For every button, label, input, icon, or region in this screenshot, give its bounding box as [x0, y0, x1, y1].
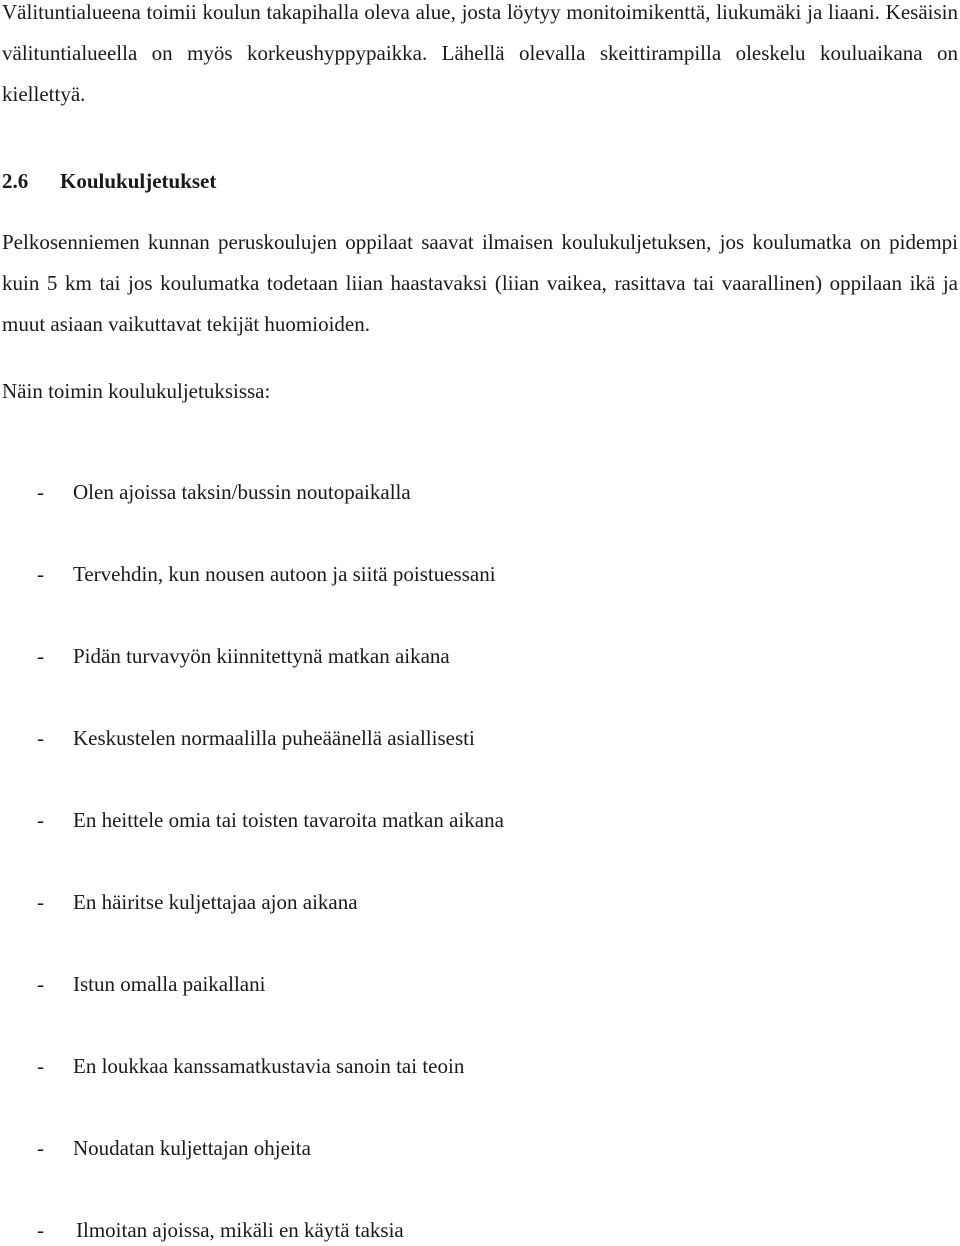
list-dash: -: [37, 480, 44, 504]
list-item: [37, 1215, 404, 1245]
list-item-text: En heittele omia tai toisten tavaroita matkan aikana: [73, 808, 504, 832]
section-title: Koulukuljetukset: [60, 169, 217, 193]
list-item-text: Istun omalla paikallani: [73, 972, 266, 996]
section-heading: [2, 163, 216, 199]
list-item-text: En häiritse kuljettajaa ajon aikana: [73, 890, 358, 914]
list-dash: -: [37, 1054, 44, 1078]
list-item: [37, 969, 265, 999]
list-item-text: Tervehdin, kun nousen autoon ja siitä poistuessani: [73, 562, 496, 586]
section-paragraph: Pelkosenniemen kunnan peruskoulujen oppilaat saavat ilmaisen koulukuljetuksen, jos koulumatka on pidempi kuin 5 km tai jos koulumatka todetaan liian haastavaksi (liian vaikea, rasittava tai vaarallinen) oppilaan ikä ja muut asiaan vaikuttavat tekijät huomioiden.: [2, 230, 958, 336]
list-item: [37, 723, 475, 753]
list-dash: -: [37, 1218, 44, 1242]
list-item-text: Olen ajoissa taksin/bussin noutopaikalla: [73, 480, 411, 504]
rules-lead: Näin toimin koulukuljetuksissa:: [2, 379, 271, 403]
list-item: [37, 641, 450, 671]
list-dash: -: [37, 808, 44, 832]
list-item: [37, 1133, 311, 1163]
list-dash: -: [37, 972, 44, 996]
list-dash: -: [37, 726, 44, 750]
list-dash: -: [37, 644, 44, 668]
list-item-text: Pidän turvavyön kiinnitettynä matkan aikana: [73, 644, 450, 668]
list-item-text: Keskustelen normaalilla puheäänellä asiallisesti: [73, 726, 475, 750]
list-item: [37, 559, 496, 589]
list-item: [37, 477, 411, 507]
intro-paragraph: Välituntialueena toimii koulun takapihalla oleva alue, josta löytyy monitoimikenttä, liukumäki ja liaani. Kesäisin välituntialueella on myös korkeushyppypaikka. Lähellä olevalla skeittirampilla oleskelu kouluaikana on kiellettyä.: [2, 0, 958, 106]
list-item: [37, 805, 504, 835]
list-dash: -: [37, 562, 44, 586]
list-item-text: En loukkaa kanssamatkustavia sanoin tai teoin: [73, 1054, 465, 1078]
list-item-text: Noudatan kuljettajan ohjeita: [73, 1136, 311, 1160]
list-dash: -: [37, 1136, 44, 1160]
list-item: [37, 887, 358, 917]
list-item: [37, 1051, 464, 1081]
list-dash: -: [37, 890, 44, 914]
list-item-text: Ilmoitan ajoissa, mikäli en käytä taksia: [76, 1218, 404, 1242]
section-number: 2.6: [2, 169, 29, 193]
